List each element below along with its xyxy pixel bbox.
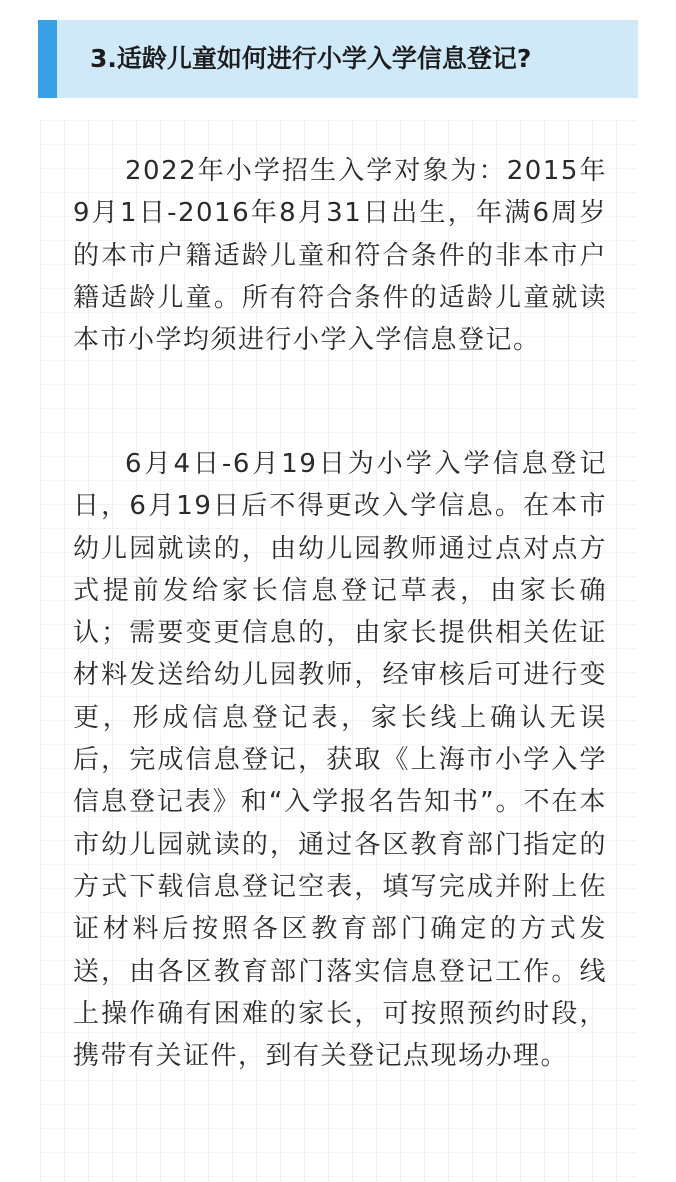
article-body [40, 120, 636, 1182]
header-accent-bar [38, 20, 57, 98]
section-header [38, 20, 638, 98]
paragraph-enrollment-eligibility: 2022年小学招生入学对象为：2015年9月1日-2016年8月31日出生，年满6周岁的本市户籍适龄儿童和符合条件的非本市户籍适龄儿童。所有符合条件的适龄儿童就读本市小学均须进行小学入学信息登记。 [73, 156, 607, 356]
section-title: 3.适龄儿童如何进行小学入学信息登记? [90, 44, 532, 73]
paragraph-registration-process: 6月4日-6月19日为小学入学信息登记日，6月19日后不得更改入学信息。在本市幼儿园就读的，由幼儿园教师通过点对点方式提前发给家长信息登记草表，由家长确认；需要变更信息的，由家长提供相关佐证材料发送给幼儿园教师，经审核后可进行变更，形成信息登记表，家长线上确认无误后，完成信息登记，获取《上海市小学入学信息登记表》和“入学报名告知书”。不在本市幼儿园就读的，通过各区教育部门指定的方式下载信息登记空表，填写完成并附上佐证材料后按照各区教育部门确定的方式发送，由各区教育部门落实信息登记工作。线上操作确有困难的家长，可按照预约时段，携带有关证件，到有关登记点现场办理。 [73, 449, 607, 1072]
